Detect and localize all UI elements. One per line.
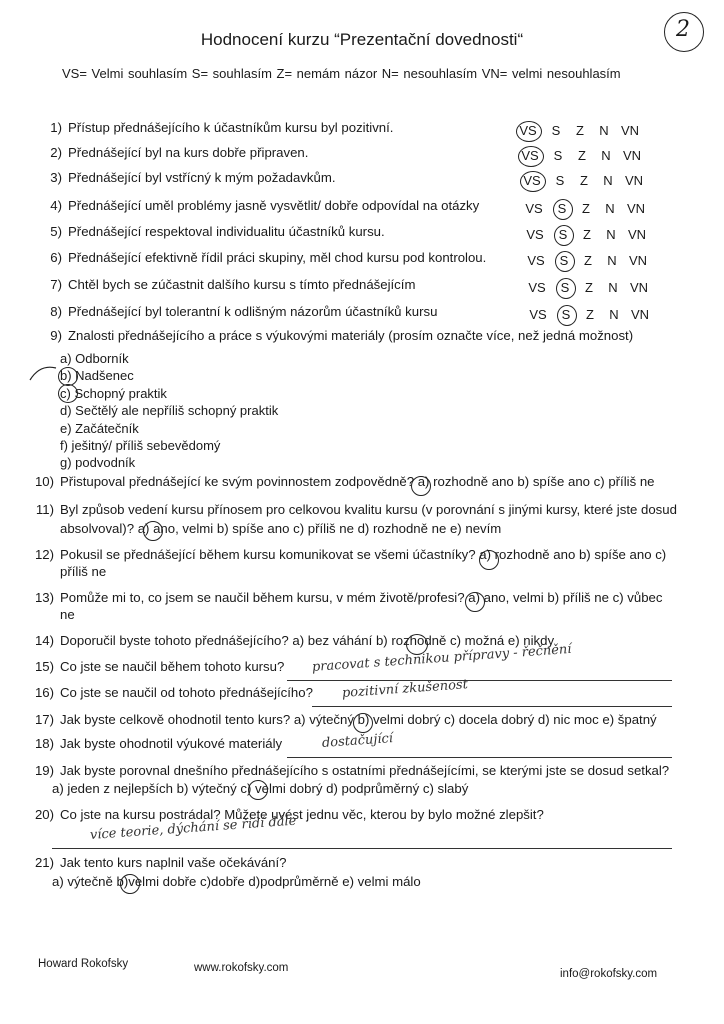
scale-option-s: S xyxy=(555,173,565,188)
footer-website: www.rokofsky.com xyxy=(194,962,289,974)
scale-option-n: N xyxy=(609,307,619,322)
question-21-line2: a) výtečně b)velmi dobře c)dobře d)podprůměrně e) velmi málo xyxy=(52,874,421,889)
question-9-option: c) Schopný praktik xyxy=(60,385,167,401)
scale-option-vs: VS xyxy=(519,123,537,138)
answer-circle-statement-6 xyxy=(555,251,575,272)
scale-option-n: N xyxy=(601,148,611,163)
scale-option-n: N xyxy=(608,280,618,295)
answer-circle-q13-a xyxy=(465,592,485,612)
handwritten-answer-16: pozitivní zkušenost xyxy=(341,677,469,701)
scale-option-s: S xyxy=(557,201,567,216)
question-13-line2: ne xyxy=(60,607,75,622)
scale-option-z: Z xyxy=(584,253,592,268)
scale-option-vn: VN xyxy=(622,148,642,163)
scale-option-vn: VN xyxy=(630,307,650,322)
answer-circle-q21-b xyxy=(120,874,140,894)
scale-option-n: N xyxy=(605,201,615,216)
answer-circle-q9-c xyxy=(58,384,78,403)
page-number: 2 xyxy=(676,17,690,42)
question-9-option: g) podvodník xyxy=(60,455,136,471)
scale-option-vs: VS xyxy=(521,148,539,163)
scale-option-s: S xyxy=(551,123,561,138)
answer-circle-statement-8 xyxy=(557,305,577,326)
question-9: 9) Znalosti přednášejícího a práce s výukovými materiály (prosím označte více, než jedná možnost) xyxy=(50,328,634,343)
scale-option-vs: VS xyxy=(526,227,544,242)
scale-option-vs: VS xyxy=(525,201,543,216)
answer-circle-statement-5 xyxy=(554,225,574,246)
answer-circle-q12-a xyxy=(479,550,499,570)
statement-2: 2) Přednášející byl na kurs dobře připraven. xyxy=(50,145,309,160)
question-19-line2: a) jeden z nejlepších b) výtečný c) velmi dobrý d) podprůměrný c) slabý xyxy=(52,781,469,796)
answer-circle-q11-a xyxy=(143,521,163,541)
scale-option-vn: VN xyxy=(624,173,644,188)
question-15: 15) Co jste se naučil během tohoto kursu? xyxy=(34,659,285,674)
answer-circle-statement-1 xyxy=(516,121,542,142)
scale-option-s: S xyxy=(559,253,569,268)
question-10: 10) Přistupoval přednášející ke svým povinnostem zodpovědně? a) rozhodně ano b) spíše ano c) příliš ne xyxy=(34,474,655,489)
question-9-option: a) Odborník xyxy=(60,351,129,366)
scale-option-vs: VS xyxy=(529,307,547,322)
answer-circle-q10-a xyxy=(411,476,431,496)
statement-1: 1) Přístup přednášejícího k účastníkům kursu byl pozitivní. xyxy=(50,120,394,135)
scale-option-vn: VN xyxy=(627,227,647,242)
answer-line-20 xyxy=(52,848,672,849)
question-11: 11) Byl způsob vedení kursu přínosem pro celkovou kvalitu kursu (v porovnání s jinými kursy, které jste dosud xyxy=(35,502,677,517)
question-11-line2: absolvoval)? a) ano, velmi b) spíše ano c) příliš ne d) rozhodně ne e) nevím xyxy=(60,521,502,536)
answer-line-18 xyxy=(287,757,672,758)
handwritten-answer-20: více teorie, dýchání se řídí dále xyxy=(89,813,297,843)
answer-circle-statement-7 xyxy=(556,278,576,299)
scale-option-z: Z xyxy=(585,280,593,295)
question-9-option: d) Sečtělý ale nepříliš schopný praktik xyxy=(60,403,279,419)
statement-6: 6) Přednášející efektivně řídil práci skupiny, měl chod kursu pod kontrolou. xyxy=(50,250,487,265)
footer-email: info@rokofsky.com xyxy=(560,968,658,980)
handwritten-answer-18: dostačující xyxy=(321,731,394,751)
scale-option-z: Z xyxy=(576,123,584,138)
scale-option-z: Z xyxy=(583,227,591,242)
answer-line-16 xyxy=(312,706,672,707)
scale-option-z: Z xyxy=(578,148,586,163)
statement-8: 8) Přednášející byl tolerantní k odlišným názorům účastníků kursu xyxy=(50,304,438,319)
statement-5: 5) Přednášející respektoval individualitu účastníků kursu. xyxy=(50,224,385,239)
question-21: 21) Jak tento kurs naplnil vaše očekávání? xyxy=(34,855,287,870)
statement-3: 3) Přednášející byl vstřícný k mým požadavkům. xyxy=(50,170,336,185)
answer-circle-statement-4 xyxy=(553,199,573,220)
question-12: 12) Pokusil se přednášející během kursu komunikovat se všemi účastníky? a) rozhodně ano b) spíše ano c) xyxy=(34,547,667,562)
scale-option-vn: VN xyxy=(629,280,649,295)
scale-option-s: S xyxy=(561,307,571,322)
scale-option-vs: VS xyxy=(523,173,541,188)
scale-option-n: N xyxy=(606,227,616,242)
scale-legend: VS= Velmi souhlasím S= souhlasím Z= nemám názor N= nesouhlasím VN= velmi nesouhlasím xyxy=(62,66,621,81)
scale-option-n: N xyxy=(599,123,609,138)
scale-option-n: N xyxy=(607,253,617,268)
answer-circle-statement-3 xyxy=(520,171,546,192)
scale-option-vn: VN xyxy=(626,201,646,216)
question-19: 19) Jak byste porovnal dnešního přednášejícího s ostatními přednášejícími, se kterými jste se dosud setkal? xyxy=(34,763,670,778)
question-9-text: Znalosti přednášejícího a práce s výukovými materiály (prosím označte více, než jedná možnost) xyxy=(68,328,634,343)
statement-7: 7) Chtěl bych se zúčastnit dalšího kursu s tímto přednášejícím xyxy=(50,277,416,292)
form-title: Hodnocení kurzu “Prezentační dovednosti“ xyxy=(200,30,524,49)
scale-option-n: N xyxy=(603,173,613,188)
footer-author: Howard Rokofsky xyxy=(38,958,129,970)
scale-option-vs: VS xyxy=(527,253,545,268)
scale-option-vn: VN xyxy=(628,253,648,268)
answer-circle-statement-2 xyxy=(518,146,544,167)
question-9-option: f) ješitný/ příliš sebevědomý xyxy=(60,438,221,453)
question-13: 13) Pomůže mi to, co jsem se naučil během kursu, v mém životě/profesi? a) ano, velmi b) příliš ne c) vůbec xyxy=(34,590,663,605)
question-9-option: e) Začátečník xyxy=(60,420,139,436)
handwritten-answer-15: pracovat s technikou přípravy - řečnění xyxy=(311,641,572,675)
question-9-option: b) Nadšenec xyxy=(60,368,134,384)
scale-option-z: Z xyxy=(586,307,594,322)
question-14: 14) Doporučil byste tohoto přednášejícího? a) bez váhání b) rozhodně c) možná e) nikdy xyxy=(34,633,555,648)
answer-line-15 xyxy=(287,680,672,681)
question-20: 20) Co jste na kursu postrádal? Můžete uvést jednu věc, kterou by bylo možné zlepšit? xyxy=(34,807,544,822)
question-17: 17) Jak byste celkově ohodnotil tento kurs? a) výtečný b) velmi dobrý c) docela dobrý d) nic moc e) špatný xyxy=(34,712,657,727)
scale-option-s: S xyxy=(553,148,563,163)
answer-circle-q17-b xyxy=(353,713,373,733)
answer-circle-q19-c xyxy=(248,780,268,800)
scale-option-s: S xyxy=(558,227,568,242)
scale-option-z: Z xyxy=(582,201,590,216)
question-16: 16) Co jste se naučil od tohoto přednášejícího? xyxy=(34,685,313,700)
question-12-line2: příliš ne xyxy=(60,564,107,579)
question-18: 18) Jak byste ohodnotil výukové materiály xyxy=(34,736,283,751)
scale-option-vs: VS xyxy=(528,280,546,295)
statement-4: 4) Přednášející uměl problémy jasně vysvětlit/ dobře odpovídal na otázky xyxy=(50,198,480,213)
scale-option-s: S xyxy=(560,280,570,295)
scale-option-z: Z xyxy=(580,173,588,188)
scale-option-vn: VN xyxy=(620,123,640,138)
